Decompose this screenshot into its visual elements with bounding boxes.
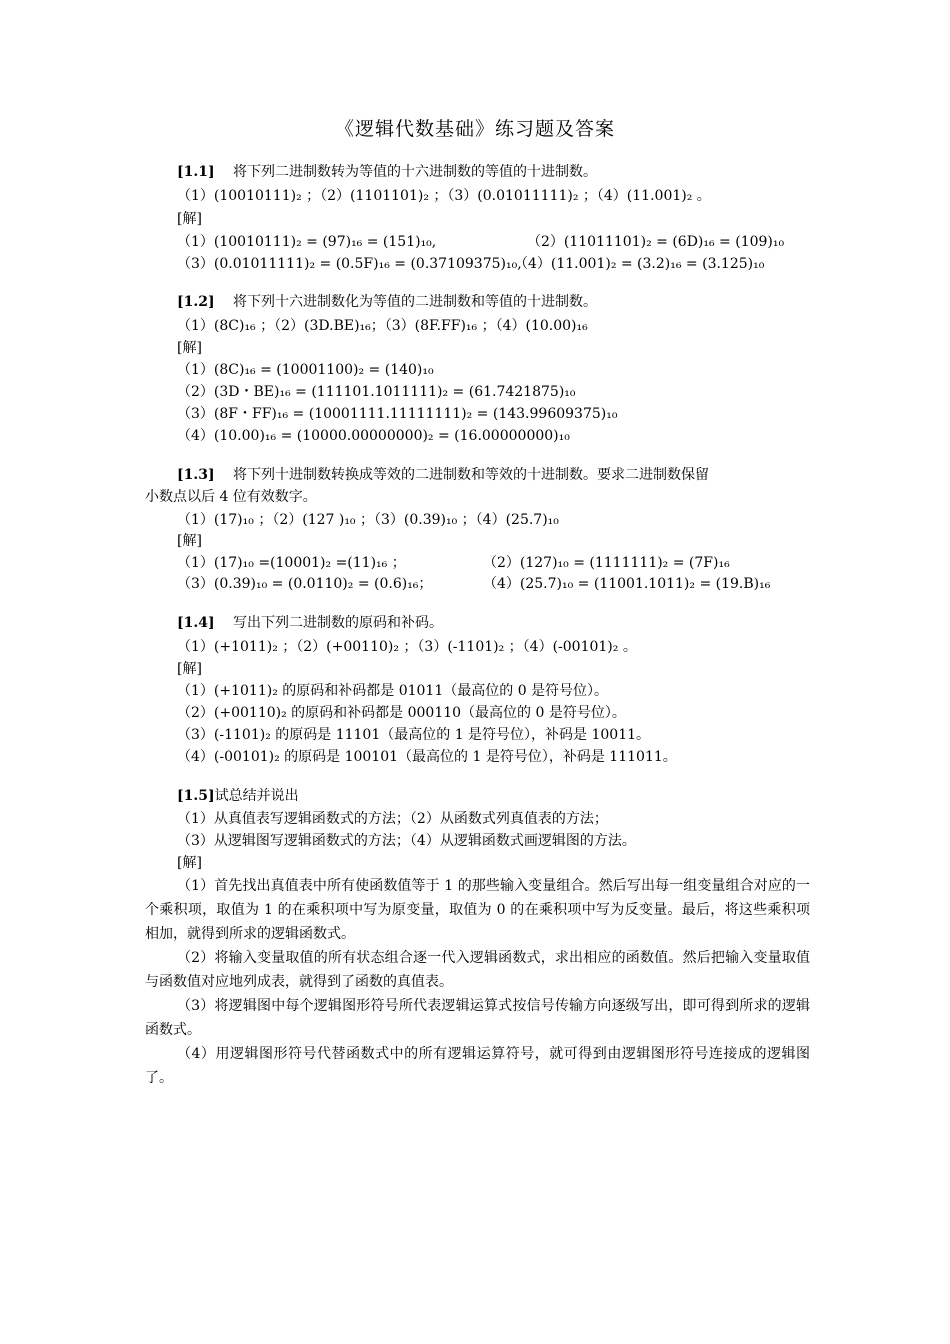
answer-line: （2）(127)₁₀ = (1111111)₂ = (7F)₁₆ (483, 555, 730, 571)
question-1-4 (177, 613, 443, 633)
solution-label: [解] (177, 855, 202, 871)
answer-line: （1）(+1011)₂ 的原码和补码都是 01011（最高位的 0 是符号位）。 (177, 683, 609, 699)
question-text: 将下列十六进制数化为等值的二进制数和等值的十进制数。 (233, 294, 597, 310)
question-1-1 (177, 162, 597, 182)
question-items: （1）从真值表写逻辑函数式的方法；（2）从函数式列真值表的方法； (177, 811, 608, 827)
question-number: [1.1] (177, 164, 215, 180)
answer-line: （3）(0.01011111)₂ = (0.5F)₁₆ = (0.37109375)₁₀, (177, 256, 522, 272)
question-items: （1）(17)₁₀ ；（2）(127 )₁₀ ；（3）(0.39)₁₀ ；（4）(25.7)₁₀ (177, 512, 559, 528)
solution-label: [解] (177, 340, 202, 356)
answer-line: （4）(25.7)₁₀ = (11001.1011)₂ = (19.B)₁₆ (483, 576, 771, 592)
question-text: 试总结并说出 (214, 788, 299, 804)
answer-line: （2）(11011101)₂ = (6D)₁₆ = (109)₁₀ (527, 234, 785, 250)
question-items: （1）(+1011)₂ ；（2）(+00110)₂ ；（3）(-1101)₂ ；（4）(-00101)₂ 。 (177, 639, 637, 655)
question-items: （1）(10010111)₂ ；（2）(1101101)₂ ；（3）(0.01011111)₂ ；（4）(11.001)₂ 。 (177, 188, 711, 204)
answer-line: （4）(11.001)₂ = (3.2)₁₆ = (3.125)₁₀ (514, 256, 765, 272)
question-number: [1.3] (177, 467, 215, 483)
question-text: 写出下列二进制数的原码和补码。 (233, 615, 443, 631)
question-1-3 (177, 465, 709, 485)
question-1-2 (177, 292, 597, 312)
answer-line: （2）(+00110)₂ 的原码和补码都是 000110（最高位的 0 是符号位）。 (177, 705, 626, 721)
answer-paragraph: （4）用逻辑图形符号代替函数式中的所有逻辑运算符号，就可得到由逻辑图形符号连接成的逻辑图了。 (145, 1046, 810, 1086)
answer-line: （1）(8C)₁₆ = (10001100)₂ = (140)₁₀ (177, 362, 434, 378)
answer-line: （4）(-00101)₂ 的原码是 100101（最高位的 1 是符号位），补码是 111011。 (177, 749, 677, 765)
question-items: （1）(8C)₁₆ ；（2）(3D.BE)₁₆；（3）(8F.FF)₁₆ ；（4）(10.00)₁₆ (177, 318, 588, 334)
question-number: [1.5] (177, 788, 215, 804)
question-number: [1.4] (177, 615, 215, 631)
answer-line: （3）(8F・FF)₁₆ = (10001111.11111111)₂ = (143.99609375)₁₀ (177, 406, 618, 422)
solution-label: [解] (177, 533, 202, 549)
answer-line: （1）(10010111)₂ = (97)₁₆ = (151)₁₀, (177, 234, 437, 250)
answer-line: （1）(17)₁₀ =(10001)₂ =(11)₁₆ ； (177, 555, 406, 571)
question-1-5 (177, 786, 299, 806)
question-text: 将下列十进制数转换成等效的二进制数和等效的十进制数。要求二进制数保留 (233, 467, 709, 483)
question-text-continued: 小数点以后 4 位有效数字。 (145, 489, 317, 505)
answer-paragraph: （2）将输入变量取值的所有状态组合逐一代入逻辑函数式，求出相应的函数值。然后把输入变量取值与函数值对应地列成表，就得到了函数的真值表。 (145, 950, 810, 990)
answer-line: （3）(0.39)₁₀ = (0.0110)₂ = (0.6)₁₆； (177, 576, 433, 592)
solution-label: [解] (177, 661, 202, 677)
page-title: 《逻辑代数基础》练习题及答案 (334, 118, 615, 140)
solution-label: [解] (177, 211, 202, 227)
answer-line: （3）(-1101)₂ 的原码是 11101（最高位的 1 是符号位），补码是 10011。 (177, 727, 651, 743)
answer-paragraph: （3）将逻辑图中每个逻辑图形符号所代表逻辑运算式按信号传输方向逐级写出，即可得到所求的逻辑函数式。 (145, 998, 810, 1038)
answer-line: （4）(10.00)₁₆ = (10000.00000000)₂ = (16.00000000)₁₀ (177, 428, 570, 444)
answer-paragraph: （1）首先找出真值表中所有使函数值等于 1 的那些输入变量组合。然后写出每一组变量组合对应的一个乘积项，取值为 1 的在乘积项中写为原变量，取值为 0 的在乘积项中写为反变量。最后，将这些乘积项相加，就得到所求的逻辑函数式。 (145, 878, 810, 942)
question-number: [1.2] (177, 294, 215, 310)
question-text: 将下列二进制数转为等值的十六进制数的等值的十进制数。 (233, 164, 597, 180)
answer-line: （2）(3D・BE)₁₆ = (111101.1011111)₂ = (61.7421875)₁₀ (177, 384, 576, 400)
question-items: （3）从逻辑图写逻辑函数式的方法；（4）从逻辑函数式画逻辑图的方法。 (177, 833, 636, 849)
